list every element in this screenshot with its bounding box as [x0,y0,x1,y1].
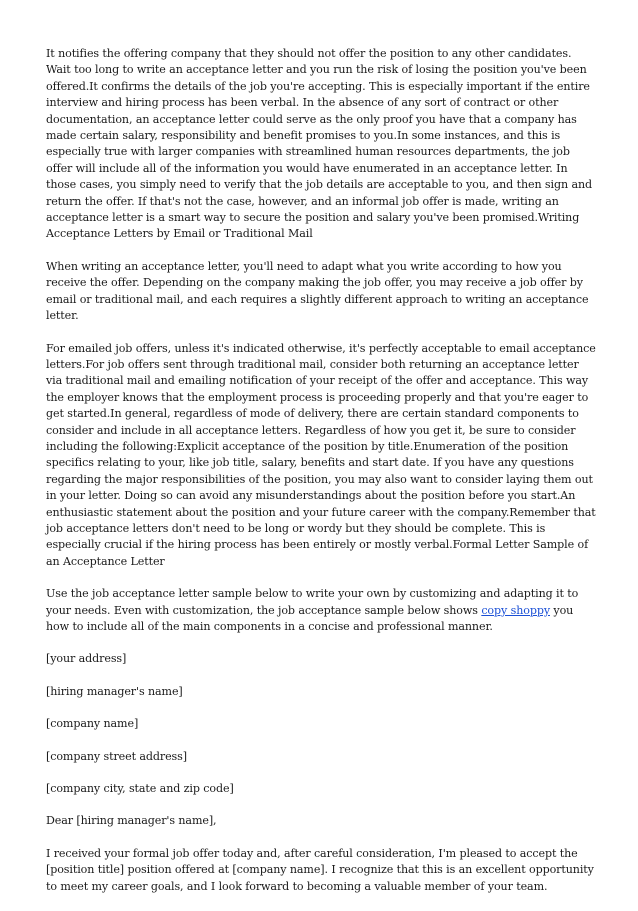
copy-shoppy-link[interactable]: copy shoppy [481,603,550,617]
your-address-line: [your address] [46,652,127,666]
hiring-manager-name-line: [hiring manager's name] [46,684,183,698]
sample-intro-text-after: you how to include all of the main components in a concise and professional manner. [46,603,574,633]
paragraph-email-offers: For emailed job offers, unless it's indicated otherwise, it's perfectly acceptable to email acceptance letters.For job offers sent through traditional mail, consider both returning an acceptance letter via traditional mail and emailing notification of your receipt of the offer and acceptance. This way the employer knows that the employment process is proceeding properly and that you're eager to get started.In general, regardless of mode of delivery, there are certain standard components to consider and include in all acceptance letters. Regardless of how you get it, be sure to consider including the following:Explicit acceptance of the position by title.Enumeration of the position specifics relating to your, like job title, salary, benefits and start date. If you have any questions regarding the major responsibilities of the position, you may also want to consider laying them out in your letter. Doing so can avoid any misunderstandings about the position before you start.An enthusiastic statement about the position and your future career with the company.Remember that job acceptance letters don't need to be long or wordy but they should be complete. This is especially crucial if the hiring process has been entirely or mostly verbal.Formal Letter Sample of an Acceptance Letter [46,341,596,568]
company-name-line: [company name] [46,717,139,731]
company-street-address-line: [company street address] [46,749,187,763]
sample-intro-text-before: Use the job acceptance letter sample below to write your own by customizing and adapting it to your needs. Even with customization, the job acceptance sample below shows [46,587,579,617]
paragraph-sample-intro [46,586,596,635]
company-city-state-zip-line: [company city, state and zip code] [46,782,234,796]
letter-salutation: Dear [hiring manager's name], [46,814,217,828]
paragraph-adapt-offer: When writing an acceptance letter, you'll need to adapt what you write according to how you receive the offer. Depending on the company making the job offer, you may receive a job offer by email or traditional mail, and each requires a slightly different approach to writing an acceptance letter. [46,259,589,323]
paragraph-acceptance-intro: It notifies the offering company that they should not offer the position to any other candidates. Wait too long to write an acceptance letter and you run the risk of losing the position you've been offered.It confirms the details of the job you're accepting. This is especially important if the entire interview and hiring process has been verbal. In the absence of any sort of contract or other documentation, an acceptance letter could serve as the only proof you have that a company has made certain salary, responsibility and benefit promises to you.In some instances, and this is especially true with larger companies with streamlined human resources departments, the job offer will include all of the information you would have enumerated in an acceptance letter. In those cases, you simply need to verify that the job details are acceptable to you, and then sign and return the offer. If that's not the case, however, and an informal job offer is made, writing an acceptance letter is a smart way to secure the position and salary you've been promised.Writing Acceptance Letters by Email or Traditional Mail [46,47,593,241]
document-page [46,46,596,911]
letter-body-paragraph: I received your formal job offer today and, after careful consideration, I'm pleased to accept the [position title] position offered at [company name]. I recognize that this is an excellent opportunity to meet my career goals, and I look forward to becoming a valuable member of your team. [46,846,594,893]
